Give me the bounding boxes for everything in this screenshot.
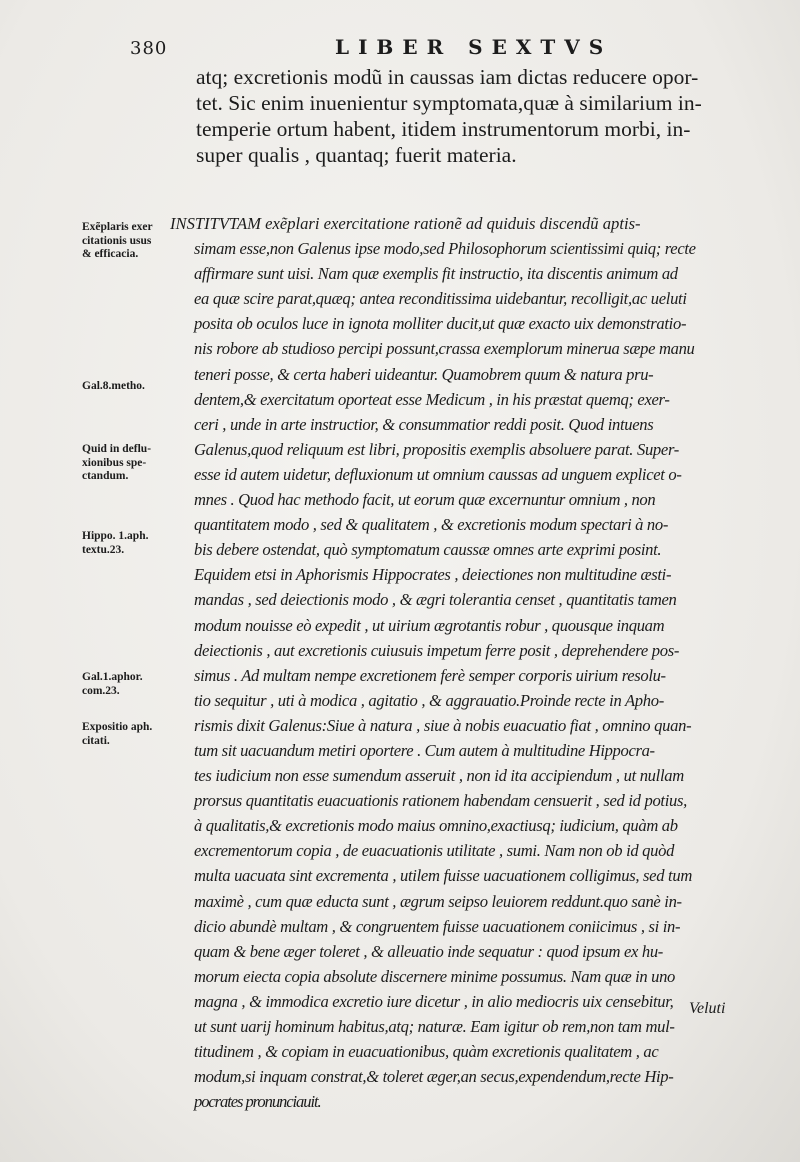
text-line: ea quæ scire parat,quæq; antea reconditissima uidebantur, recolligit,ac ueluti [194, 289, 687, 309]
margin-note-line: xionibus spe- [82, 456, 147, 469]
text-line: mnes . Quod hac methodo facit, ut eorum quæ excernuntur omnium , non [194, 490, 656, 510]
text-line: teneri posse, & certa haberi uideantur. Quamobrem quum & natura pru- [194, 364, 654, 384]
catchword: Veluti [689, 1000, 726, 1017]
text-line: magna , & immodica excretio iure dicetur , in alio mediocris uix censebitur, [194, 991, 674, 1011]
text-line: tio sequitur , uti à modica , agitatio , & aggrauatio.Proinde recte in Apho- [194, 690, 664, 710]
text-line: dicio abundè multam , & congruentem fuisse uacuationem coniicimus , si in- [194, 916, 681, 936]
running-title: LIBER SEXTVS [335, 35, 613, 59]
page-number: 380 [130, 38, 168, 59]
margin-note-line: Quid in deflu- [82, 443, 152, 455]
text-line: Equidem etsi in Aphorismis Hippocrates , deiectiones non multitudine æsti- [194, 565, 672, 585]
text-line: titudinem , & copiam in euacuationibus, quàm excretionis qualitatem , ac [194, 1042, 659, 1062]
margin-note-line: Gal.1.aphor. [82, 671, 143, 683]
text-line: à qualitatis,& excretionis modo maius omnino,exactiusq; iudicium, quàm ab [194, 816, 678, 836]
text-line: super qualis , quantaq; fuerit materia. [196, 143, 517, 167]
margin-note-line: citati. [82, 734, 110, 747]
text-line: ut sunt uarij hominum habitus,atq; naturæ. Eam igitur ob rem,non tam mul- [194, 1017, 675, 1036]
margin-note-line: Hippo. 1.aph. [82, 530, 149, 542]
text-line: simam esse,non Galenus ipse modo,sed Philosophorum scientissimi quiq; recte [194, 239, 696, 259]
margin-note-line: citationis usus [82, 234, 152, 247]
text-line: ceri , unde in arte instructior, & consummatior reddi posit. Quod intuens [194, 414, 654, 434]
text-line: tes iudicium non esse sumendum asseruit , non id ita accipiendum , ut nullam [194, 766, 684, 786]
text-line: posita ob oculos luce in ignota molliter ducit,ut quæ exacto uix demonstratio- [194, 314, 687, 334]
main-paragraph [170, 211, 766, 1114]
margin-note-line: com.23. [82, 684, 120, 697]
margin-note [82, 443, 172, 484]
text-line: INSTITVTAM exẽplari exercitatione rationẽ ad quiduis discendũ aptis- [170, 214, 641, 233]
text-line: quam & bene æger toleret , & alleuatio inde sequatur : quod ipsum ex hu- [194, 941, 663, 961]
margin-note-line: Gal.8.metho. [82, 380, 145, 392]
margin-note [82, 221, 172, 262]
carry-over-paragraph [196, 64, 786, 168]
text-line: atq; excretionis modũ in caussas iam dictas reducere opor- [196, 65, 699, 89]
text-line: esse id autem uidetur, defluxionum ut omnium caussas ad unguem explicet o- [194, 464, 682, 484]
margin-note [82, 530, 172, 557]
text-line: excrementorum copia , de euacuationis utilitate , sumi. Nam non ob id quòd [194, 841, 675, 861]
text-line: simus . Ad multam nempe excretionem ferè semper corporis uirium resolu- [194, 665, 666, 685]
text-line: deiectionis , aut excretionis cuiusuis impetum ferre posit , deprehendere pos- [194, 640, 680, 660]
text-line: modum nouisse eò expedit , ut uirium ægrotantis robur , quousque inquam [194, 615, 665, 635]
text-line: nis robore ab studioso percipi possunt,crassa exemplorum minerua sæpe manu [194, 339, 695, 359]
margin-note-line: textu.23. [82, 543, 125, 556]
margin-note-line: & efficacia. [82, 248, 139, 260]
text-line: modum,si inquam constrat,& toleret æger,an secus,expendendum,recte Hip- [194, 1067, 674, 1087]
text-line: tum sit uacuandum metiri oportere . Cum autem à multitudine Hippocra- [194, 740, 655, 760]
text-line: dentem,& exercitatum oporteat esse Medicum , in his præstat quemq; exer- [194, 389, 670, 409]
text-line: maximè , cum quæ educta sunt , ægrum seipso leuiorem reddunt.quo sanè in- [194, 891, 682, 911]
text-line: rismis dixit Galenus:Siue à natura , siue à nobis euacuatio fiat , omnino quan- [194, 715, 692, 735]
text-line: pocrates pronunciauit. [194, 1092, 321, 1112]
text-line: prorsus quantitatis euacuationis rationem habendam censuerit , sed id potius, [194, 791, 687, 811]
margin-note [82, 721, 172, 748]
text-line: temperie ortum habent, itidem instrumentorum morbi, in- [196, 117, 691, 141]
text-line: mandas , sed deiectionis modo , & ægri tolerantia censet , quantitatis tamen [194, 590, 677, 610]
margin-note-line: Exẽplaris exer [82, 221, 153, 233]
text-line: affirmare sunt uisi. Nam quæ exemplis fit instructio, ita discentis animum ad [194, 264, 678, 284]
text-line: bis debere ostendat, quò symptomatum caussæ omnes arte exprimi posint. [194, 540, 662, 560]
margin-note [82, 380, 172, 394]
text-line: quantitatem modo , sed & qualitatem , & excretionis modum spectari à no- [194, 515, 669, 535]
text-line: multa uacuata sint excrementa , utilem fuisse uacuationem colligimus, sed tum [194, 866, 693, 886]
margin-note-line: Expositio aph. [82, 721, 153, 733]
margin-note-line: ctandum. [82, 470, 129, 482]
text-line: tet. Sic enim inuenientur symptomata,quæ à similarium in- [196, 91, 702, 115]
margin-note [82, 671, 172, 698]
text-line: morum eiecta copia absolute discernere minime possumus. Nam quæ in uno [194, 966, 675, 986]
text-line: Galenus,quod reliquum est libri, propositis exemplis absoluere parat. Super- [194, 439, 679, 459]
